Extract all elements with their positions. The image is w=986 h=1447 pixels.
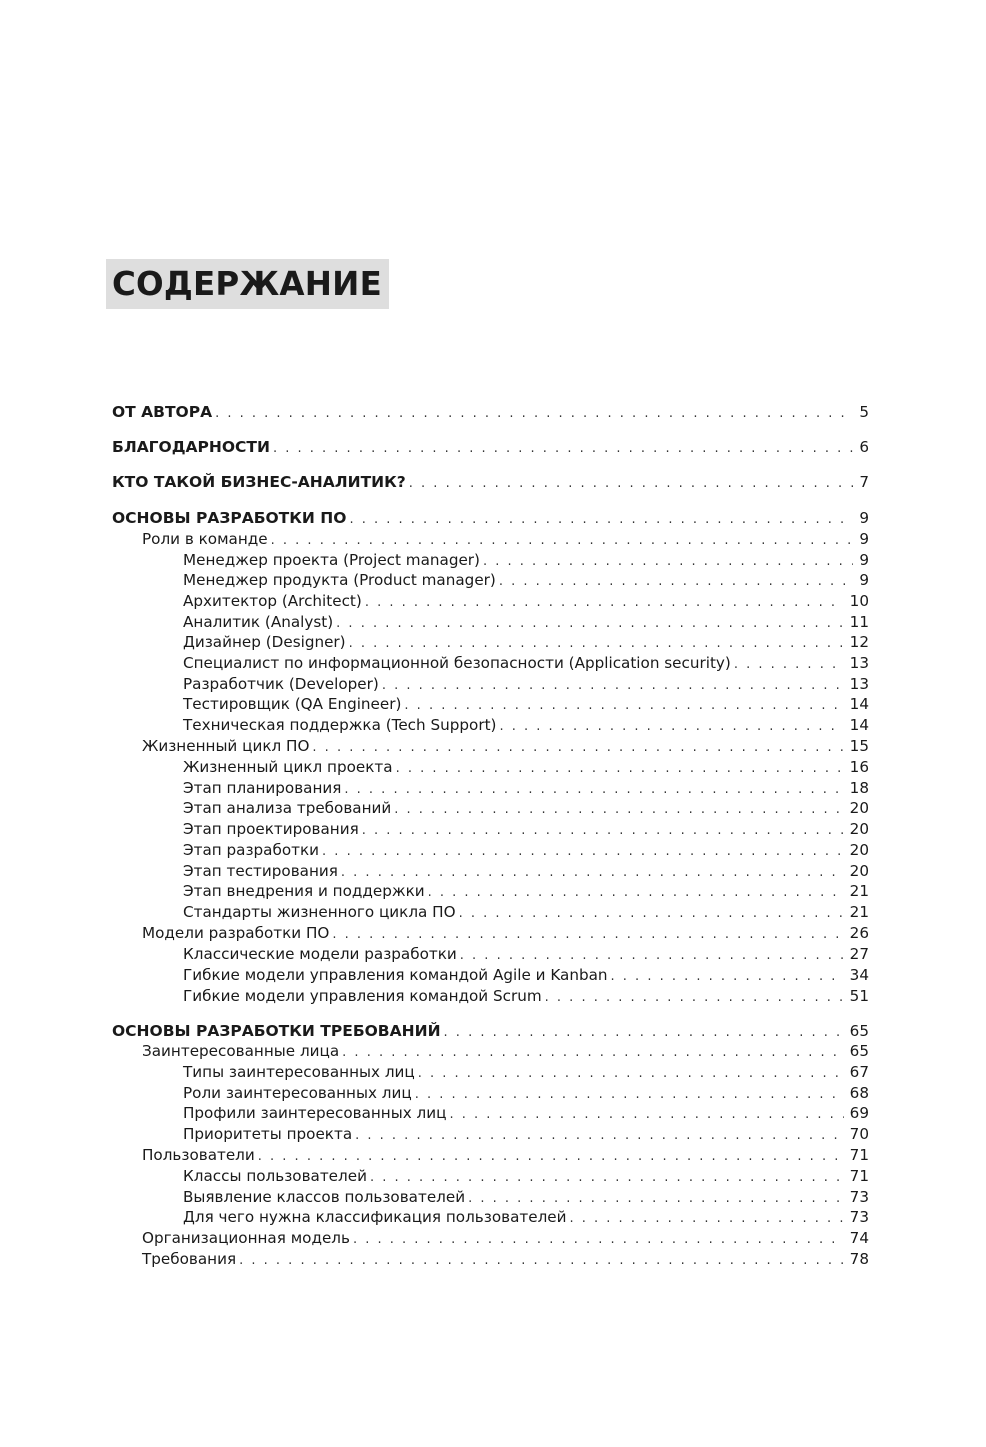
toc-subsection — [112, 1124, 869, 1145]
toc-subsection — [112, 591, 869, 612]
toc-subsection — [112, 881, 869, 902]
toc-entry-title: Гибкие модели управления командой Scrum — [183, 987, 542, 1005]
toc-page-number: 21 — [849, 903, 869, 921]
dot-leader — [382, 675, 844, 696]
toc-entry-title: Типы заинтересованных лиц — [183, 1063, 415, 1081]
toc-page-number: 20 — [849, 841, 869, 859]
toc-entry-title: ОТ АВТОРА — [112, 403, 213, 421]
toc-entry-title: Для чего нужна классификация пользователей — [183, 1208, 567, 1226]
dot-leader — [415, 1084, 844, 1105]
toc-page-number: 51 — [849, 987, 869, 1005]
toc-section — [112, 736, 869, 757]
toc-page-number: 26 — [849, 924, 869, 942]
toc-page-number: 7 — [859, 473, 869, 491]
toc-entry-title: Классы пользователей — [183, 1167, 367, 1185]
toc-page-number: 74 — [849, 1229, 869, 1247]
dot-leader — [349, 633, 844, 654]
dot-leader — [468, 1188, 844, 1209]
toc-page-number: 18 — [849, 779, 869, 797]
toc-subsection — [112, 965, 869, 986]
toc-subsection — [112, 840, 869, 861]
toc-subsection — [112, 1207, 869, 1228]
toc-page-number: 71 — [849, 1146, 869, 1164]
toc-section — [112, 529, 869, 550]
toc-page-number: 16 — [849, 758, 869, 776]
toc-subsection — [112, 819, 869, 840]
toc-page-number: 9 — [859, 571, 869, 589]
toc-entry-title: Профили заинтересованных лиц — [183, 1104, 447, 1122]
dot-leader — [428, 882, 844, 903]
toc-page-number: 67 — [849, 1063, 869, 1081]
toc-subsection — [112, 570, 869, 591]
toc-entry-title: Стандарты жизненного цикла ПО — [183, 903, 456, 921]
toc-entry-title: Жизненный цикл ПО — [142, 737, 310, 755]
toc-page-number: 20 — [849, 862, 869, 880]
toc-chapter — [112, 400, 869, 424]
toc-subsection — [112, 778, 869, 799]
toc-page-number: 68 — [849, 1084, 869, 1102]
toc-subsection — [112, 674, 869, 695]
toc-page-number: 20 — [849, 799, 869, 817]
toc-entry-title: Разработчик (Developer) — [183, 675, 379, 693]
toc-entry-title: Заинтересованные лица — [142, 1042, 340, 1060]
dot-leader — [322, 841, 844, 862]
dot-leader — [449, 1104, 843, 1125]
toc-page-number: 71 — [849, 1167, 869, 1185]
toc-entry-title: Этап анализа требований — [183, 799, 392, 817]
toc-chapter — [112, 506, 869, 530]
dot-leader — [460, 945, 844, 966]
toc-entry-title: БЛАГОДАРНОСТИ — [112, 438, 270, 456]
dot-leader — [499, 571, 854, 592]
toc-entry-title: Менеджер продукта (Product manager) — [183, 571, 496, 589]
dot-leader — [353, 1229, 844, 1250]
dot-leader — [312, 737, 843, 758]
toc-entry-title: Роли заинтересованных лиц — [183, 1084, 412, 1102]
toc-subsection — [112, 1083, 869, 1104]
toc-entry-title: Этап проектирования — [183, 820, 359, 838]
toc-section — [112, 923, 869, 944]
dot-leader — [394, 799, 843, 820]
toc-page-number: 11 — [849, 613, 869, 631]
toc-entry-title: Специалист по информационной безопасности (Application security) — [183, 654, 731, 672]
toc-subsection — [112, 694, 869, 715]
toc-page-number: 34 — [849, 966, 869, 984]
toc-subsection — [112, 653, 869, 674]
dot-leader — [611, 966, 844, 987]
toc-subsection — [112, 902, 869, 923]
toc-entry-title: Требования — [142, 1250, 237, 1268]
dot-leader — [370, 1167, 844, 1188]
toc-subsection — [112, 612, 869, 633]
toc-page-number: 15 — [849, 737, 869, 755]
toc-page-number: 21 — [849, 882, 869, 900]
toc-subsection — [112, 798, 869, 819]
dot-leader — [258, 1146, 844, 1167]
toc-entry-title: Этап тестирования — [183, 862, 338, 880]
toc-entry-title: Этап разработки — [183, 841, 320, 859]
dot-leader — [341, 862, 844, 883]
toc-page-number: 20 — [849, 820, 869, 838]
toc-page-number: 9 — [859, 509, 869, 527]
dot-leader — [734, 654, 844, 675]
toc-entry-title: Менеджер проекта (Project manager) — [183, 551, 480, 569]
toc-entry-title: Дизайнер (Designer) — [183, 633, 346, 651]
toc-page-number: 9 — [859, 551, 869, 569]
toc-page-number: 9 — [859, 530, 869, 548]
dot-leader — [499, 716, 843, 737]
dot-leader — [409, 472, 854, 496]
dot-leader — [273, 437, 853, 461]
dot-leader — [362, 820, 844, 841]
toc-subsection — [112, 1166, 869, 1187]
toc-entry-title: Этап внедрения и поддержки — [183, 882, 425, 900]
toc-page-number: 27 — [849, 945, 869, 963]
toc-section — [112, 1041, 869, 1062]
toc-entry-title: Роли в команде — [142, 530, 268, 548]
toc-entry-title: Техническая поддержка (Tech Support) — [183, 716, 497, 734]
toc-entry-title: Жизненный цикл проекта — [183, 758, 393, 776]
toc-page-number: 6 — [859, 438, 869, 456]
toc-page-number: 10 — [849, 592, 869, 610]
dot-leader — [404, 695, 843, 716]
toc-subsection — [112, 861, 869, 882]
toc-page-number: 78 — [849, 1250, 869, 1268]
toc-section — [112, 1145, 869, 1166]
toc-page-number: 14 — [849, 716, 869, 734]
toc-chapter — [112, 470, 869, 494]
dot-leader — [396, 758, 844, 779]
toc-entry-title: Организационная модель — [142, 1229, 350, 1247]
toc-entry-title: Аналитик (Analyst) — [183, 613, 334, 631]
toc-entry-title: Классические модели разработки — [183, 945, 457, 963]
toc-page-number: 5 — [859, 403, 869, 421]
toc-entry-title: ОСНОВЫ РАЗРАБОТКИ ПО — [112, 509, 347, 527]
toc-entry-title: КТО ТАКОЙ БИЗНЕС-АНАЛИТИК? — [112, 473, 406, 491]
toc-subsection — [112, 1062, 869, 1083]
dot-leader — [483, 551, 853, 572]
toc-entry-title: ОСНОВЫ РАЗРАБОТКИ ТРЕБОВАНИЙ — [112, 1022, 441, 1040]
dot-leader — [355, 1125, 844, 1146]
dot-leader — [570, 1208, 844, 1229]
dot-leader — [459, 903, 844, 924]
dot-leader — [271, 530, 854, 551]
dot-leader — [215, 402, 853, 426]
toc-subsection — [112, 1103, 869, 1124]
toc-page-number: 73 — [849, 1188, 869, 1206]
toc-section — [112, 1249, 869, 1270]
toc-subsection — [112, 632, 869, 653]
toc-subsection — [112, 986, 869, 1007]
toc-entry-title: Приоритеты проекта — [183, 1125, 353, 1143]
toc-chapter — [112, 435, 869, 459]
toc-subsection — [112, 715, 869, 736]
toc-page-number: 13 — [849, 654, 869, 672]
toc-page-number: 12 — [849, 633, 869, 651]
toc-page-number: 13 — [849, 675, 869, 693]
toc-entry-title: Этап планирования — [183, 779, 342, 797]
toc-subsection — [112, 550, 869, 571]
dot-leader — [342, 1042, 844, 1063]
toc-page-number: 14 — [849, 695, 869, 713]
dot-leader — [344, 779, 843, 800]
toc-subsection — [112, 1187, 869, 1208]
toc-subsection — [112, 944, 869, 965]
dot-leader — [545, 987, 844, 1008]
dot-leader — [239, 1250, 844, 1271]
dot-leader — [336, 613, 844, 634]
dot-leader — [365, 592, 844, 613]
toc-page-number: 73 — [849, 1208, 869, 1226]
toc-entry-title: Тестировщик (QA Engineer) — [183, 695, 402, 713]
dot-leader — [332, 924, 843, 945]
page-title: СОДЕРЖАНИЕ — [106, 259, 389, 309]
toc-entry-title: Архитектор (Architect) — [183, 592, 362, 610]
toc-entry-title: Выявление классов пользователей — [183, 1188, 466, 1206]
dot-leader — [418, 1063, 844, 1084]
toc-entry-title: Модели разработки ПО — [142, 924, 330, 942]
toc-page-number: 65 — [849, 1022, 869, 1040]
toc-chapter — [112, 1019, 869, 1043]
toc-section — [112, 1228, 869, 1249]
toc-page-number: 69 — [849, 1104, 869, 1122]
toc-entry-title: Гибкие модели управления командой Agile и Kanban — [183, 966, 608, 984]
toc-page-number: 65 — [849, 1042, 869, 1060]
toc-page-number: 70 — [849, 1125, 869, 1143]
toc-subsection — [112, 757, 869, 778]
toc-entry-title: Пользователи — [142, 1146, 255, 1164]
